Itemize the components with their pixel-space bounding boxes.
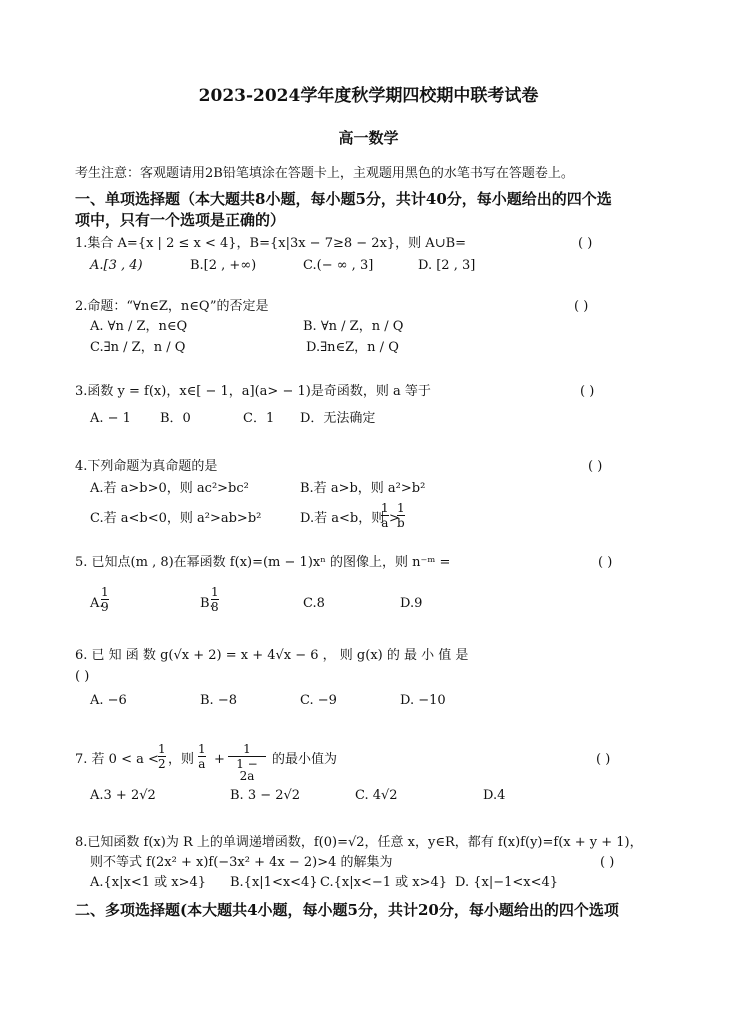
q3-option-c: C．1 [243,411,275,426]
q7-stem-prefix: 7. 若 0 < a < [75,752,159,767]
frac-numerator: 1 [381,501,389,515]
q7-stem-frac [158,743,166,770]
section2-heading: 二、多项选择题(本大题共4小题，每小题5分，共计20分，每小题给出的四个选项 [75,901,619,919]
q7-stem-mid: ，则 [168,752,195,767]
q4-option-b: B.若 a>b，则 a²>b² [300,481,426,496]
q6-option-b: B. −8 [200,693,237,708]
q1-option-c: C.(− ∞ , 3] [303,258,374,273]
q3-stem: 3.函数 y = f(x)，x∈[ − 1，a](a> − 1)是奇函数，则 a 等于 [75,384,431,399]
q6-option-c: C. −9 [300,693,337,708]
q3-option-d: D．无法确定 [300,411,376,426]
frac-denominator: a [381,516,389,530]
frac-numerator: 1 [158,742,166,756]
frac-denominator: 8 [211,600,219,614]
frac-numerator: 1 [397,501,405,515]
q5-stem: 5. 已知点(m , 8)在幂函数 f(x)=(m − 1)xⁿ 的图像上，则 n⁻ᵐ = [75,555,451,570]
exam-subject: 高一数学 [338,129,399,147]
frac-numerator: 1 [243,742,251,756]
q2-stem: 2.命题：“∀n∈Z，n∈Q”的否定是 [75,299,269,314]
q3-option-b: B．0 [160,411,191,426]
frac-denominator: 9 [101,600,109,614]
q8-option-d: D. {x|−1<x<4} [455,875,559,890]
q7-paren: ( ) [596,752,611,767]
q7-expr-frac2 [228,743,266,782]
q4-option-d-gt: > [389,511,400,526]
q8-paren: ( ) [600,855,615,870]
q1-option-b: B.[2 , +∞) [190,258,257,273]
q1-option-d: D. [2 , 3] [418,258,476,273]
q8-option-b: B.{x|1<x<4} [230,875,318,890]
q3-paren: ( ) [580,384,595,399]
frac-numerator: 1 [211,585,219,599]
frac-denominator: b [397,516,405,530]
q4-option-c: C.若 a<b<0，则 a²>ab>b² [90,511,262,526]
q7-option-d: D.4 [483,788,506,803]
q8-stem-cont: 则不等式 f(2x² + x)f(−3x² + 4x − 2)>4 的解集为 [90,855,393,870]
q4-option-a: A.若 a>b>0，则 ac²>bc² [90,481,249,496]
frac-denominator: a [198,757,206,771]
frac-denominator: 1 − 2a [236,757,258,783]
q7-stem-suffix: 的最小值为 [272,752,338,767]
q4-paren: ( ) [588,459,603,474]
q5-option-b: B. [200,596,214,611]
section1-heading: 一、单项选择题（本大题共8小题，每小题5分，共计40分，每小题给出的四个选 [75,190,612,208]
q5-option-a: A. [90,596,104,611]
q4-stem: 4.下列命题为真命题的是 [75,459,218,474]
frac-numerator: 1 [101,585,109,599]
q6-option-a: A. −6 [90,693,127,708]
q7-expr-plus: + [214,752,225,767]
frac-denominator: 2 [158,757,166,771]
q5-option-d: D.9 [400,596,423,611]
q7-option-a: A.3 + 2√2 [90,788,156,803]
q8-stem: 8.已知函数 f(x)为 R 上的单调递增函数，f(0)=√2，任意 x，y∈R，都有 f(x)f(y)=f(x + y + 1)， [75,835,643,850]
q7-expr-frac1 [198,743,206,770]
q1-paren: ( ) [578,236,593,251]
q3-option-a: A. − 1 [90,411,131,426]
q5-option-c: C.8 [303,596,325,611]
q2-option-d: D.∃n∈Z，n ∕ Q [306,340,399,355]
q6-option-d: D. −10 [400,693,446,708]
frac-numerator: 1 [198,742,206,756]
q6-stem: 6. 已 知 函 数 g(√x + 2) = x + 4√x − 6 ， 则 g(x) 的 最 小 值 是 [75,648,469,663]
q1-option-a: A.[3 , 4) [90,258,143,273]
q5-option-b-frac [211,586,219,613]
q7-option-b: B. 3 − 2√2 [230,788,301,803]
notice: 考生注意：客观题请用2B铅笔填涂在答题卡上，主观题用黑色的水笔书写在答题卷上。 [75,166,574,181]
exam-title: 2023-2024学年度秋学期四校期中联考试卷 [198,86,539,106]
q1-stem: 1.集合 A={x | 2 ≤ x < 4}，B={x|3x − 7≥8 − 2x}，则 A∪B= [75,236,467,251]
q2-option-a: A. ∀n ∕ Z，n∈Q [90,319,188,334]
q5-paren: ( ) [598,555,613,570]
q8-option-c: C.{x|x<−1 或 x>4} [320,875,448,890]
q6-paren: ( ) [75,669,90,684]
q4-option-d-frac2 [397,502,405,529]
q4-option-d: D.若 a<b，则 [300,511,385,526]
q7-option-c: C. 4√2 [355,788,398,803]
q4-option-d-frac1 [381,502,389,529]
q8-option-a: A.{x|x<1 或 x>4} [90,875,207,890]
q2-option-c: C.∃n ∕ Z，n ∕ Q [90,340,186,355]
q2-paren: ( ) [574,299,589,314]
q2-option-b: B. ∀n ∕ Z，n ∕ Q [303,319,404,334]
section1-heading-cont: 项中，只有一个选项是正确的） [75,211,286,229]
q5-option-a-frac [101,586,109,613]
